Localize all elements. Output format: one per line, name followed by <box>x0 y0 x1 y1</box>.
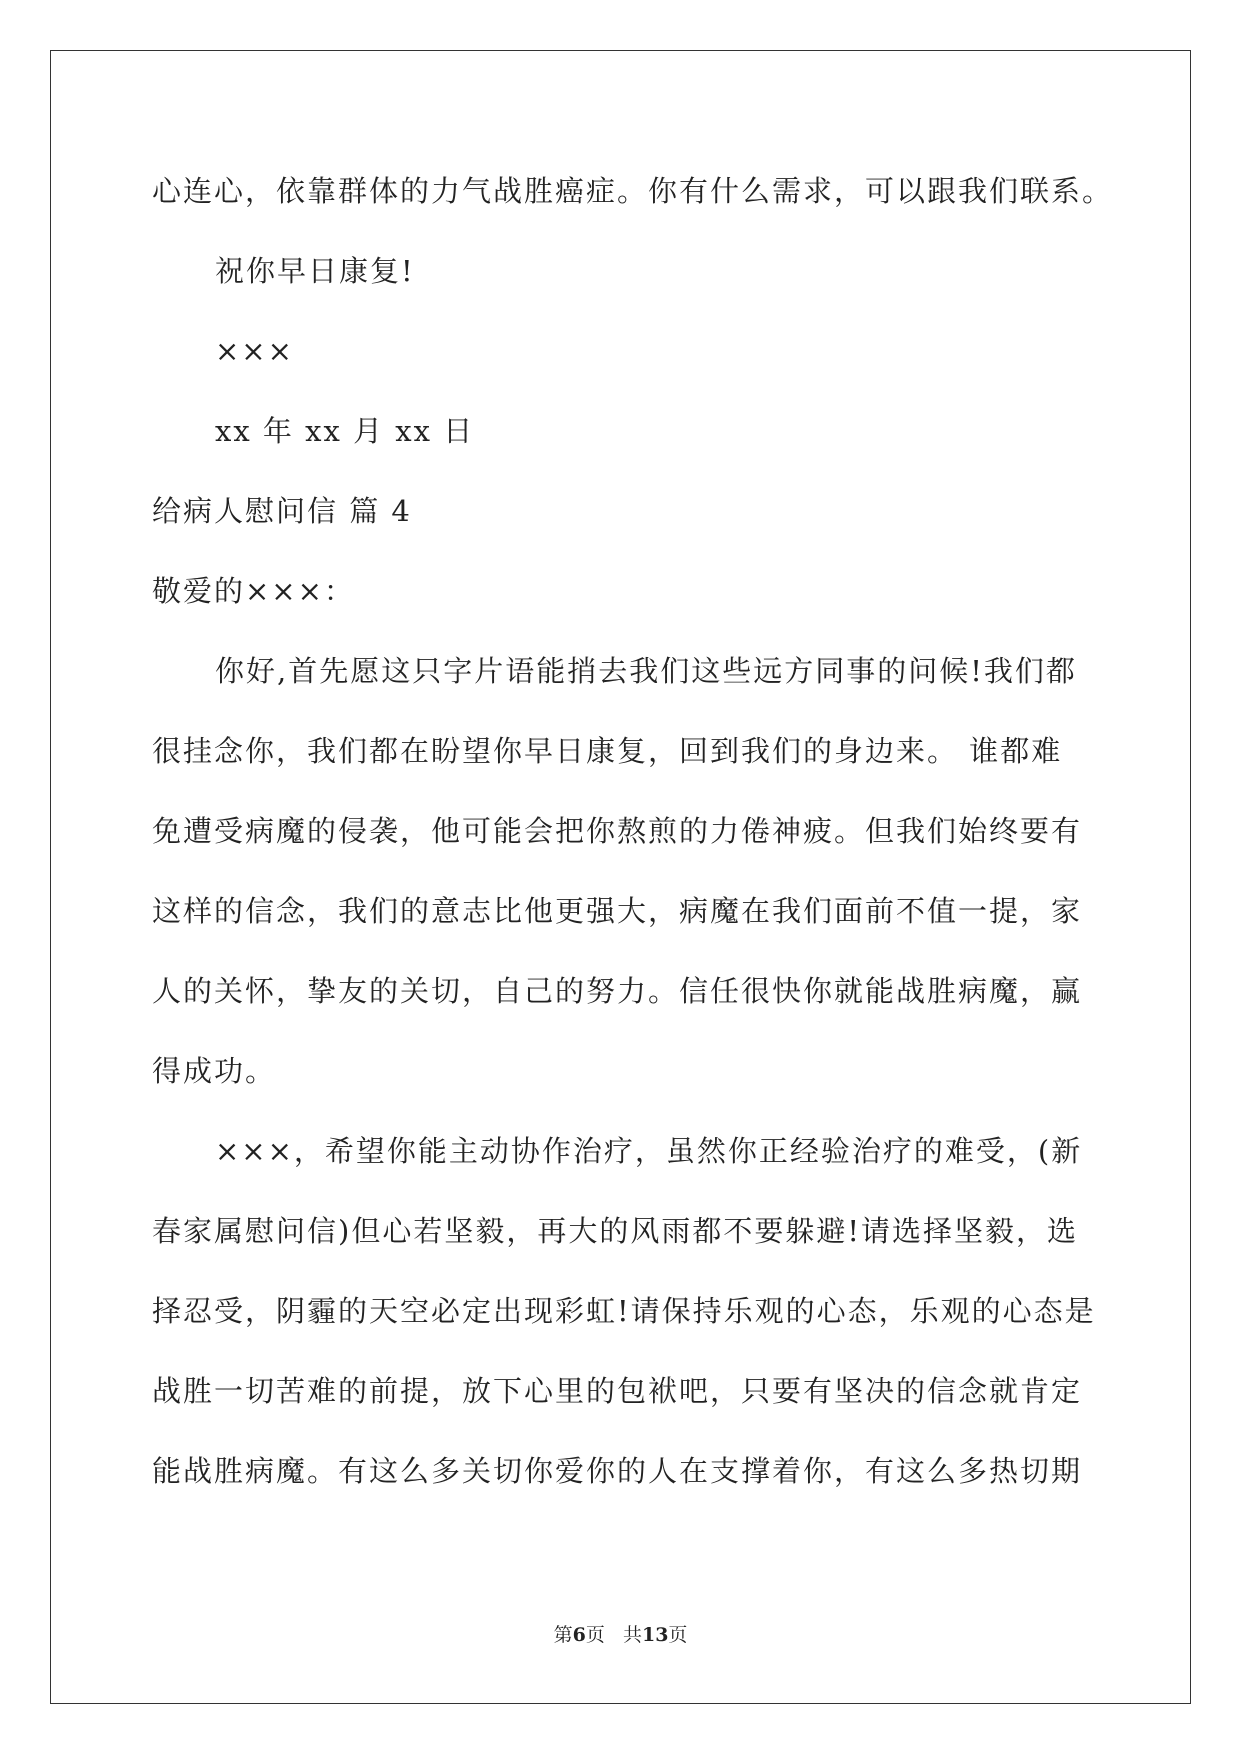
section-heading: 给病人慰问信 篇 4 <box>152 494 412 528</box>
closing-wish: 祝你早日康复! <box>215 254 415 288</box>
body-line-17: 能战胜病魔。有这么多关切你爱你的人在支撑着你，有这么多热切期 <box>152 1454 1083 1488</box>
body-line-9: 免遭受病魔的侵袭，他可能会把你熬煎的力倦神疲。但我们始终要有 <box>152 814 1083 848</box>
body-line-1: 心连心，依靠群体的力气战胜癌症。你有什么需求，可以跟我们联系。 <box>152 174 1114 208</box>
body-line-15: 择忍受，阴霾的天空必定出现彩虹!请保持乐观的心态，乐观的心态是 <box>152 1294 1096 1328</box>
page-suffix: 页 <box>585 1624 605 1646</box>
body-line-10: 这样的信念，我们的意志比他更强大，病魔在我们面前不值一提，家 <box>152 894 1083 928</box>
body-line-7: 你好,首先愿这只字片语能捎去我们这些远方同事的问候!我们都 <box>215 654 1077 688</box>
signature: ××× <box>215 334 294 368</box>
page-footer <box>0 1623 1241 1647</box>
body-line-11: 人的关怀，挚友的关切，自己的努力。信任很快你就能战胜病魔，赢 <box>152 974 1083 1008</box>
salutation: 敬爱的×××： <box>152 574 355 608</box>
body-line-14: 春家属慰问信)但心若坚毅，再大的风雨都不要躲避!请选择坚毅，选 <box>152 1214 1078 1248</box>
body-line-13: ×××，希望你能主动协作治疗，虽然你正经验治疗的难受，(新 <box>215 1134 1083 1168</box>
body-line-16: 战胜一切苦难的前提，放下心里的包袱吧，只要有坚决的信念就肯定 <box>152 1374 1083 1408</box>
date-line: xx 年 xx 月 xx 日 <box>215 414 475 448</box>
body-line-8: 很挂念你，我们都在盼望你早日康复，回到我们的身边来。 谁都难 <box>152 734 1063 768</box>
body-line-12: 得成功。 <box>152 1054 277 1088</box>
total-suffix: 页 <box>668 1624 688 1646</box>
total-prefix: 共 <box>622 1624 642 1646</box>
total-pages: 13 <box>641 1624 669 1646</box>
page-prefix: 第 <box>553 1624 573 1646</box>
page-number: 6 <box>572 1624 586 1646</box>
